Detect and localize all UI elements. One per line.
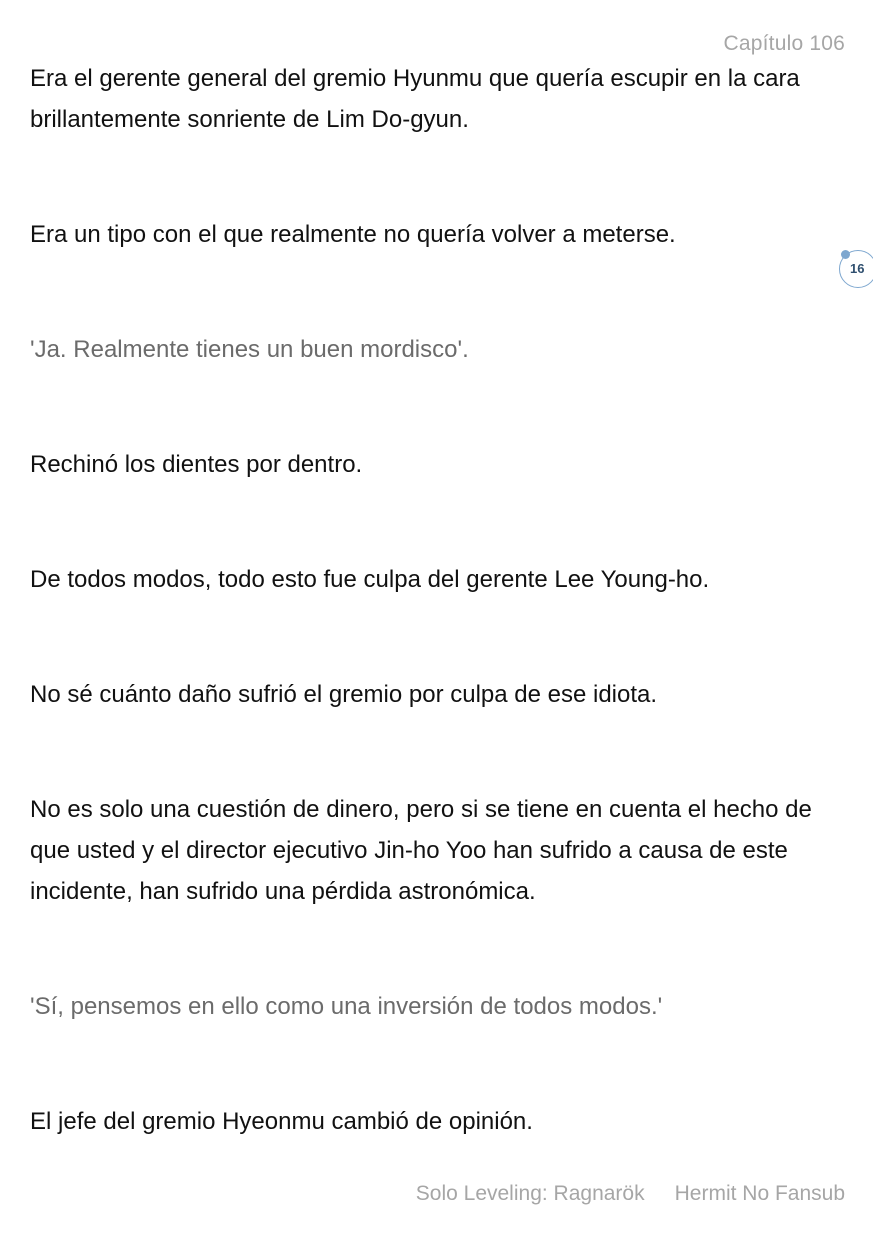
footer xyxy=(416,1182,845,1206)
paragraph: No sé cuánto daño sufrió el gremio por culpa de ese idiota. xyxy=(30,681,658,708)
page-number-badge[interactable] xyxy=(839,250,873,288)
book-title: Solo Leveling: Ragnarök xyxy=(415,1182,645,1205)
paragraph: De todos modos, todo esto fue culpa del gerente Lee Young-ho. xyxy=(30,566,710,593)
paragraph: Era el gerente general del gremio Hyunmu que quería escupir en la cara brillantemente sonriente de Lim Do-gyun. xyxy=(30,65,800,133)
badge-dot-icon xyxy=(841,250,850,259)
chapter-title: Capítulo 106 xyxy=(723,32,845,55)
paragraph: Era un tipo con el que realmente no quería volver a meterse. xyxy=(30,221,676,248)
paragraph: No es solo una cuestión de dinero, pero si se tiene en cuenta el hecho de que usted y el director ejecutivo Jin-ho Yoo han sufrido a causa de este incidente, han sufrido una pérdida astronómica. xyxy=(30,796,812,905)
paragraph: Rechinó los dientes por dentro. xyxy=(30,451,363,478)
paragraph: El jefe del gremio Hyeonmu cambió de opinión. xyxy=(30,1108,533,1135)
reading-content xyxy=(30,58,845,1142)
paragraph-thought: 'Ja. Realmente tienes un buen mordisco'. xyxy=(30,336,469,363)
translator-group: Hermit No Fansub xyxy=(674,1182,845,1205)
page-number: 16 xyxy=(850,261,865,276)
paragraph-thought: 'Sí, pensemos en ello como una inversión de todos modos.' xyxy=(30,993,663,1020)
